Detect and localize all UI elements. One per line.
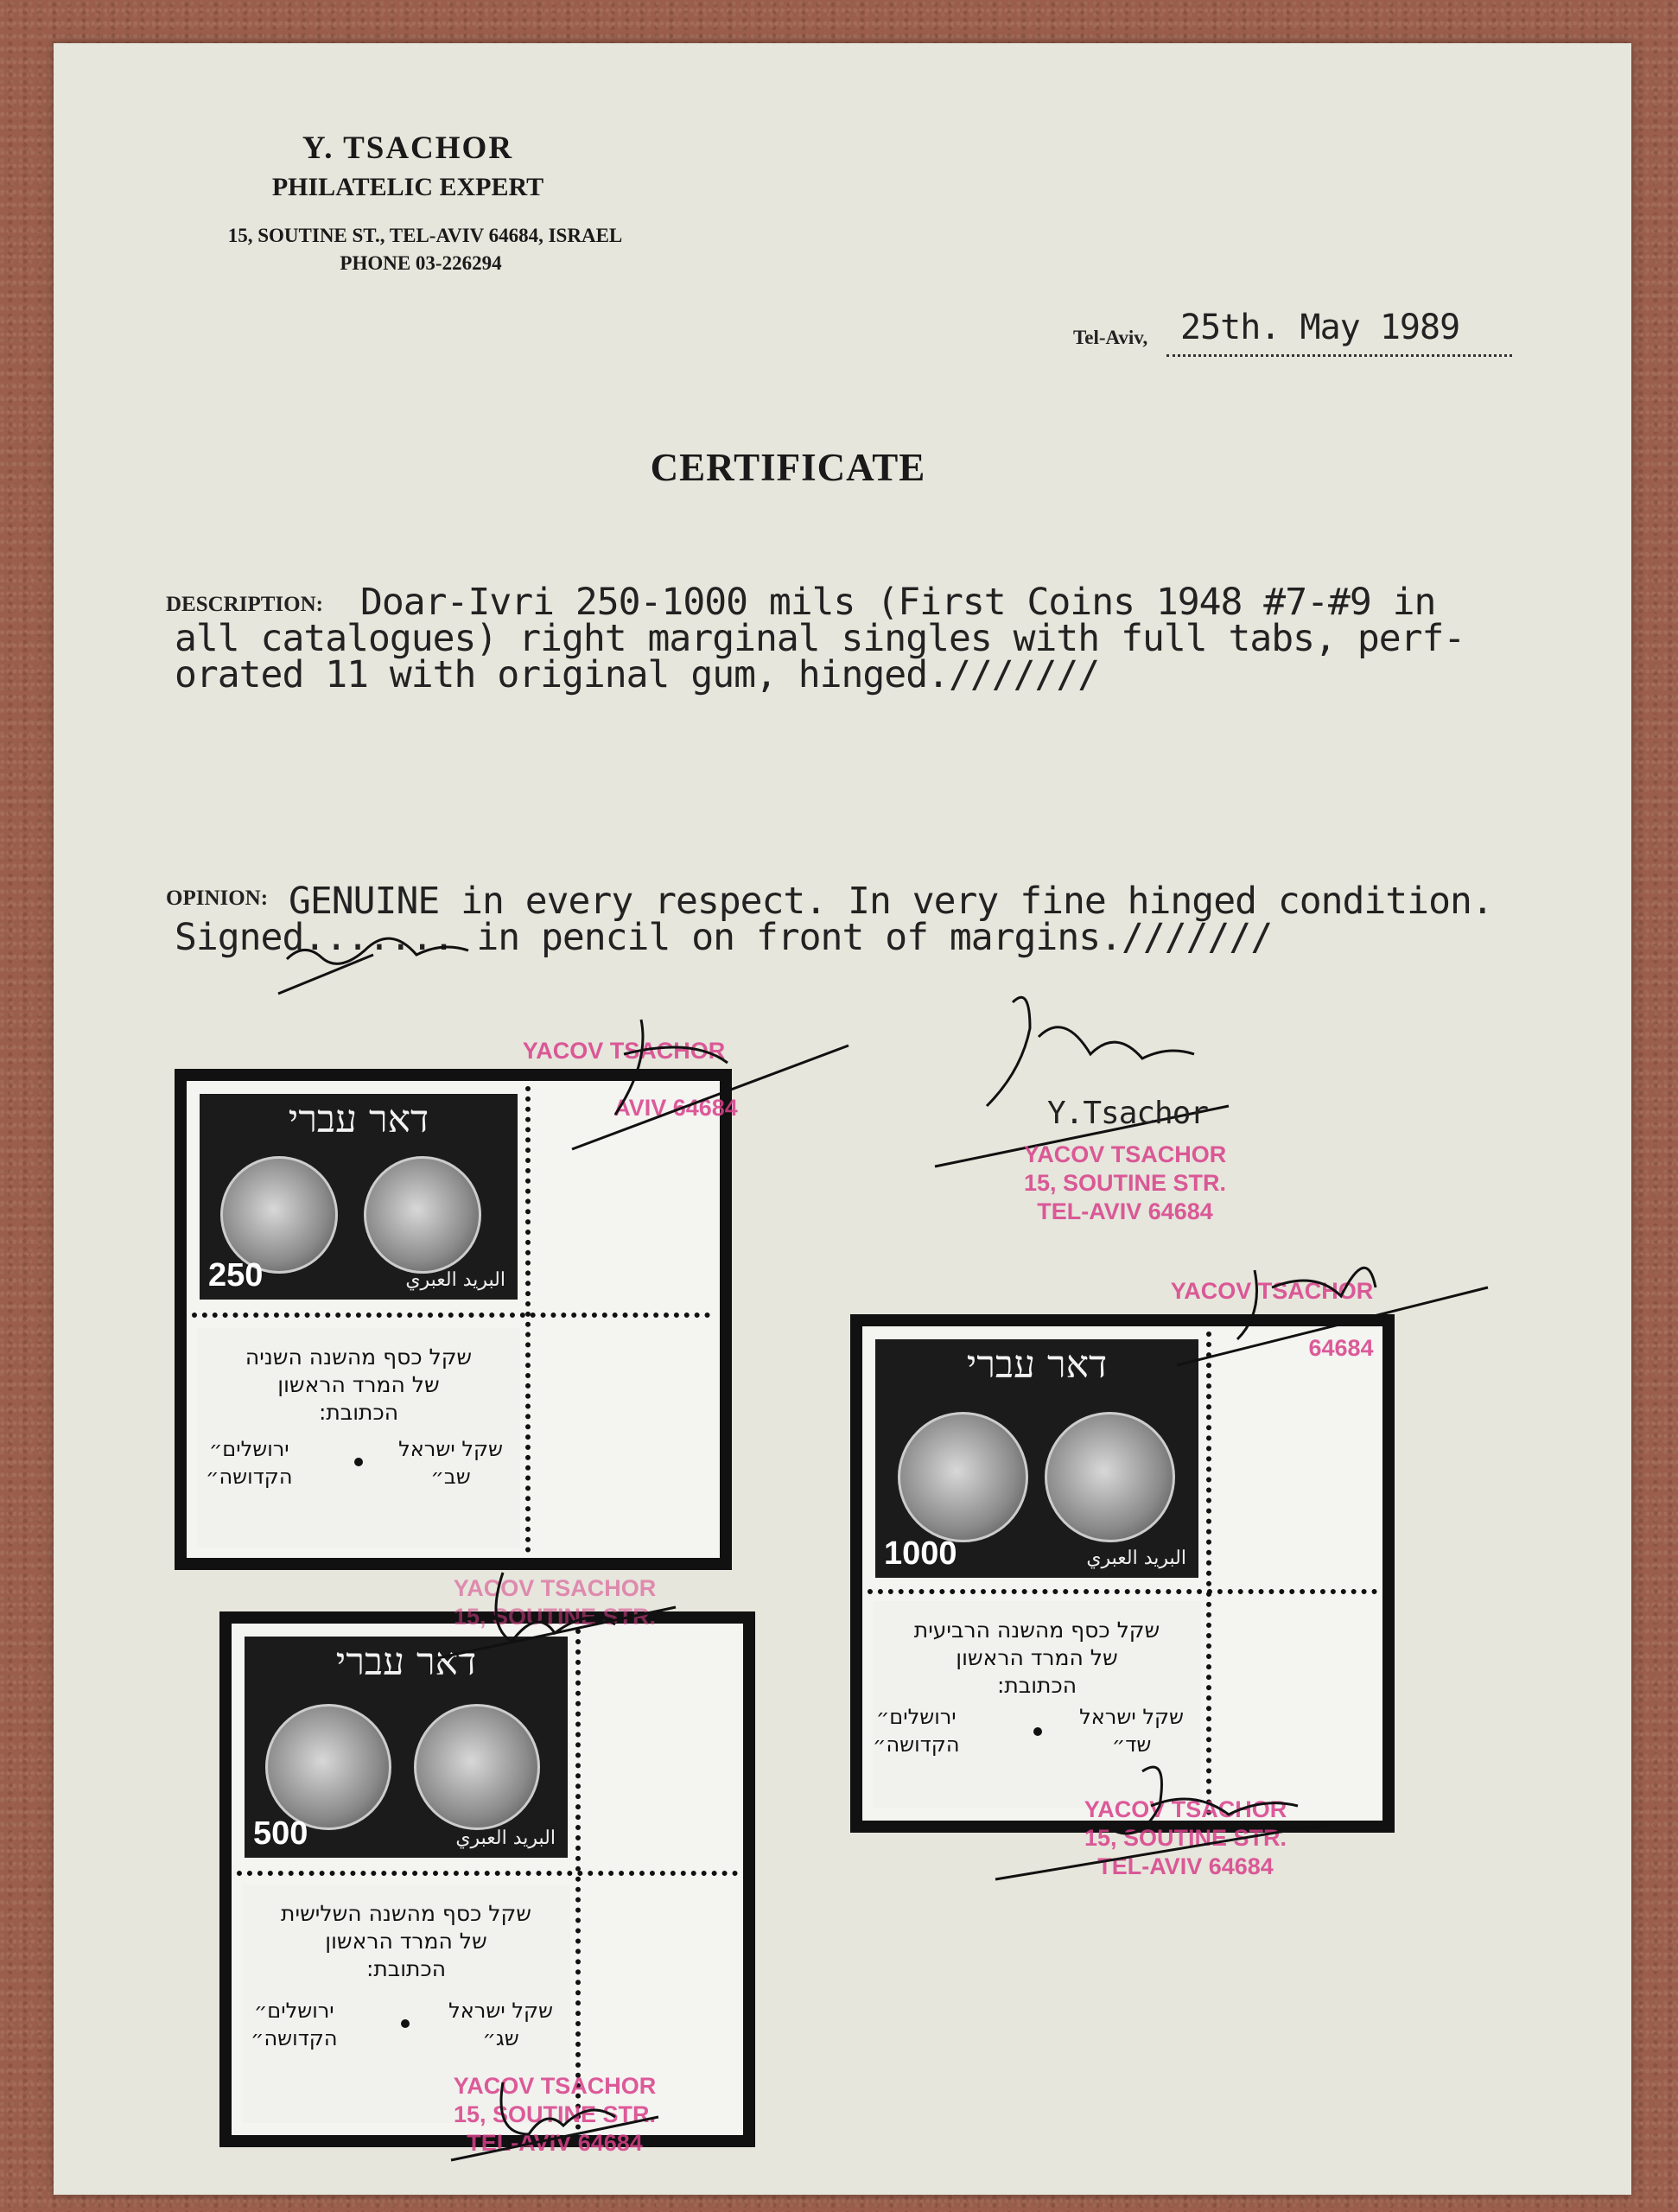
expert-hand-stamp-main <box>944 1141 1306 1226</box>
certificate-heading: CERTIFICATE <box>650 446 926 489</box>
coin-icon <box>265 1704 391 1830</box>
expert-address: 15, SOUTINE ST., TEL-AVIV 64684, ISRAEL <box>227 225 623 246</box>
stamp-line-city: TEL-AVIV 64684 <box>1037 1198 1213 1224</box>
expert-hand-stamp-1000-top: YACOV TSACHOR 64684 <box>1170 1278 1374 1361</box>
tab-line: שקל ישראל <box>398 1437 503 1461</box>
expert-phone: PHONE 03-226294 <box>340 252 502 274</box>
opinion-signed-prefix: Signed <box>175 916 304 959</box>
opinion-line-1: GENUINE in every respect. In very fine hinged condition. <box>289 880 1493 923</box>
opinion-signed-suffix: in pencil on front of margins./////// <box>476 916 1273 959</box>
tab-line: שד״ <box>1111 1732 1152 1757</box>
tab-line: שג״ <box>482 2026 519 2050</box>
stamp-250-tab <box>197 1328 520 1548</box>
tab-line: הקדושה״ <box>206 1465 293 1489</box>
tab-line: ירושלים״ <box>208 1437 289 1461</box>
stamp-250-title: דאר עברי <box>288 1097 429 1141</box>
tab-line: הכתובת: <box>318 1400 399 1425</box>
tab-line: שקל כסף מהשנה השניה <box>245 1344 473 1370</box>
tab-line: הכתובת: <box>996 1673 1077 1698</box>
stamp-250-signature <box>520 1002 866 1166</box>
tab-line: של המרד הראשון <box>956 1645 1118 1670</box>
expert-name: Y. TSACHOR <box>302 130 514 166</box>
date-value: 25th. May 1989 <box>1180 308 1460 347</box>
stamp-250-value: 250 <box>208 1257 264 1294</box>
description-label: DESCRIPTION: <box>166 593 323 616</box>
stamp-1000-signature-bottom <box>969 1737 1350 1892</box>
stamp-line-name: YACOV TSACHOR <box>1023 1141 1227 1167</box>
description-line-3: orated 11 with original gum, hinged./////// <box>175 653 1100 696</box>
stamp-250-arabic: البريد العبري <box>405 1269 505 1291</box>
coin-icon <box>364 1156 481 1274</box>
stamp-line-street: 15, SOUTINE STR. <box>1023 1170 1227 1196</box>
expert-hand-stamp-1000-bottom: YACOV TSACHOR 15, SOUTINE STR. TEL-AVIV 64684 <box>1084 1796 1287 1879</box>
stamp-1000-title: דאר עברי <box>966 1343 1108 1387</box>
tab-line: שב״ <box>430 1465 471 1489</box>
date-place-label: Tel-Aviv, <box>1073 327 1148 348</box>
tab-line: ירושלים״ <box>253 1999 334 2023</box>
certificate-sheet <box>54 43 1631 2195</box>
tab-line: הקדושה״ <box>873 1732 960 1757</box>
stamp-500-arabic: البريد العبري <box>455 1827 556 1849</box>
stamp-500-signature-bottom <box>399 2056 693 2177</box>
expert-title: PHILATELIC EXPERT <box>271 173 544 201</box>
tab-line: ירושלים״ <box>875 1705 957 1729</box>
tab-line: שקל ישראל <box>448 1999 553 2023</box>
typed-signature-name: Y.Tsachor <box>1047 1096 1209 1131</box>
tab-line: של המרד הראשון <box>277 1372 440 1397</box>
expert-hand-stamp-500-top: YACOV TSACHOR 15, SOUTINE STR. <box>453 1575 657 1630</box>
expert-hand-stamp-500-bottom: YACOV TSACHOR 15, SOUTINE STR. TEL-AVIV 64684 <box>453 2073 657 2156</box>
opinion-signed-dots: ....... <box>303 916 454 959</box>
stamp-500-title: דאר עברי <box>335 1640 477 1684</box>
coin-icon <box>1045 1412 1175 1542</box>
tab-line: שקל ישראל <box>1079 1705 1184 1729</box>
date-line <box>1073 308 1609 363</box>
description-line-1: Doar-Ivri 250-1000 mils (First Coins 1948 #7-#9 in <box>360 581 1436 624</box>
tab-line: הקדושה״ <box>251 2026 338 2050</box>
stamp-1000-value: 1000 <box>884 1535 957 1572</box>
stamp-500-value: 500 <box>253 1815 308 1852</box>
coin-icon <box>220 1156 338 1274</box>
expert-hand-stamp-250: YACOV TSACHOR AVIV 64684 <box>522 1038 738 1121</box>
tab-line: שקל כסף מהשנה השלישית <box>281 1901 531 1926</box>
tab-line: שקל כסף מהשנה הרביעית <box>913 1618 1160 1643</box>
coin-icon <box>414 1704 540 1830</box>
stamp-500-signature-top <box>399 1555 710 1685</box>
description-line-2: all catalogues) right marginal singles with full tabs, perf- <box>175 617 1465 660</box>
coin-icon <box>898 1412 1028 1542</box>
opinion-signature <box>270 907 512 1002</box>
tab-line: הכתובת: <box>365 1956 447 1981</box>
stamp-1000-signature-top <box>1142 1236 1505 1382</box>
tab-line: של המרד הראשון <box>325 1929 487 1954</box>
opinion-label: OPINION: <box>166 887 269 910</box>
stamp-250 <box>197 1091 520 1302</box>
stamp-1000-arabic: البريد العبري <box>1086 1548 1186 1569</box>
